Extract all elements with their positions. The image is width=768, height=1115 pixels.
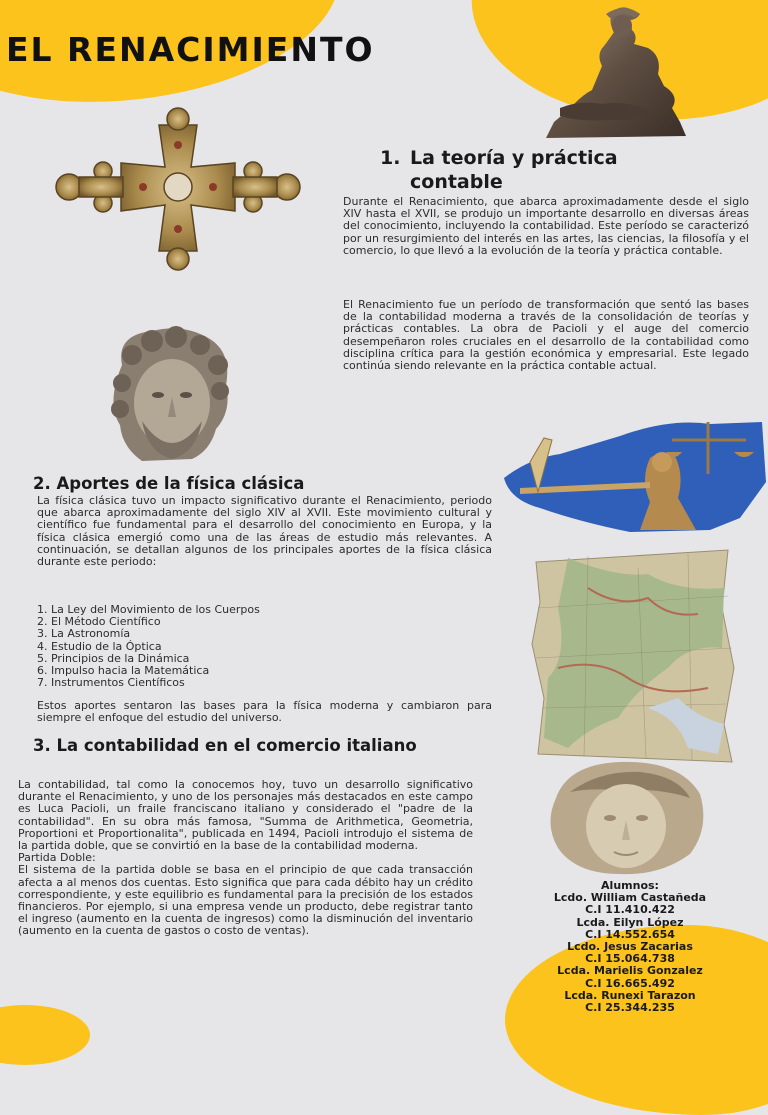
- section3-paragraph2: El sistema de la partida doble se basa en el principio de que cada transacción afecta a al menos dos cuentas. Esto significa que para cada débito hay un crédito correspondiente, y este equilibrio es fundamental para la precisión de los estados financieros. Por ejemplo, si una empresa vende un producto, debe registrar tanto el ingreso (aumento en la cuenta de ingresos) como la disminución del inventario (aumento en la cuenta de gastos o costo de ventas).: [18, 863, 473, 938]
- credits-label: Alumnos:: [601, 879, 659, 892]
- section1-heading-line2: contable: [410, 171, 503, 193]
- section3-body: [18, 779, 473, 938]
- list-item: 7. Instrumentos Científicos: [37, 676, 185, 690]
- credit-line: C.I 16.665.492: [585, 976, 675, 990]
- list-item: 3. La Astronomía: [37, 627, 131, 641]
- warrior-statue-image: [540, 4, 700, 142]
- section1-number: 1.: [380, 147, 401, 169]
- section1-heading-line1: La teoría y práctica: [410, 147, 618, 169]
- section1-paragraph2: El Renacimiento fue un período de transformación que sentó las bases de la contabilidad moderna a través de la consolidación de teorías y prácticas contables. La obra de Pacioli y el auge del comercio desempeñaron roles cruciales en el desarrollo de la contabilidad como disciplina crítica para la gestión económica y empresarial. Este legado continúa siendo relevante en la práctica contable actual.: [343, 298, 749, 373]
- credit-line: C.I 11.410.422: [585, 903, 675, 917]
- list-item: 2. El Método Científico: [37, 615, 161, 629]
- section2-heading: 2. Aportes de la física clásica: [33, 474, 305, 493]
- section3-paragraph: La contabilidad, tal como la conocemos hoy, tuvo un desarrollo significativo durante el Renacimiento, y uno de los personajes más destacados en este campo es Luca Pacioli, un fraile franciscano italiano y considerado el "padre de la contabilidad". En su obra más famosa, "Summa de Arithmetica, Geometria, Proportioni et Proportionalita", publicada en 1494, Pacioli introdujo el sistema de la partida doble, que se convirtió en la base de la contabilidad moderna.: [18, 778, 473, 853]
- credit-line: Lcdo. William Castañeda: [553, 891, 707, 905]
- list-item: 6. Impulso hacia la Matemática: [37, 664, 210, 678]
- marble-bust-image: [92, 325, 247, 465]
- list-item: 5. Principios de la Dinámica: [37, 651, 190, 665]
- credit-line: Lcdo. Jesus Zacarias: [567, 940, 693, 954]
- credit-line: C.I 14.552.654: [585, 927, 675, 941]
- credit-line: Lcda. Marielis Gonzalez: [557, 964, 703, 978]
- page-title: EL RENACIMIENTO: [6, 30, 375, 69]
- young-bust-image: [540, 758, 715, 876]
- yellow-blob-bottom-left: [0, 1005, 90, 1065]
- section1-paragraph1: Durante el Renacimiento, que abarca aproximadamente desde el siglo XIV hasta el XVII, se produjo un importante desarrollo en diversas áreas del conocimiento, incluyendo la contabilidad. Este período se caracterizó por un resurgimiento del interés en las artes, las ciencias, la filosofía y el comercio, lo que llevó a la evolución de la teoría y práctica contable.: [343, 195, 749, 257]
- section3-heading: 3. La contabilidad en el comercio italiano: [33, 736, 417, 755]
- section3-subheading: Partida Doble:: [18, 851, 96, 865]
- credit-line: C.I 15.064.738: [585, 952, 675, 966]
- credit-line: Lcda. Eilyn López: [576, 915, 684, 929]
- section2-intro: La física clásica tuvo un impacto significativo durante el Renacimiento, periodo que abarca aproximadamente del siglo XIV al XVII. Este movimiento cultural y científico fue fundamental para el desarrollo del conocimiento en Europa, y la física clásica emergió como una de las áreas de estudio más relevantes. A continuación, se detallan algunos de los principales aportes de la física clásica durante este periodo:: [37, 494, 492, 569]
- section1-heading: [380, 146, 750, 194]
- credit-line: Lcda. Runexi Tarazon: [564, 988, 696, 1002]
- list-item: 1. La Ley del Movimiento de los Cuerpos: [37, 603, 260, 616]
- credit-line: C.I 25.344.235: [585, 1001, 675, 1015]
- students-credits: [515, 880, 745, 1014]
- ornate-cross-image: [55, 105, 303, 273]
- lady-justice-image: [500, 418, 768, 533]
- contributions-list: [37, 604, 377, 689]
- list-item: 4. Estudio de la Óptica: [37, 639, 162, 653]
- antique-map-image: [528, 548, 740, 766]
- section2-closing: Estos aportes sentaron las bases para la física moderna y cambiaron para siempre el enfoque del estudio del universo.: [37, 699, 492, 725]
